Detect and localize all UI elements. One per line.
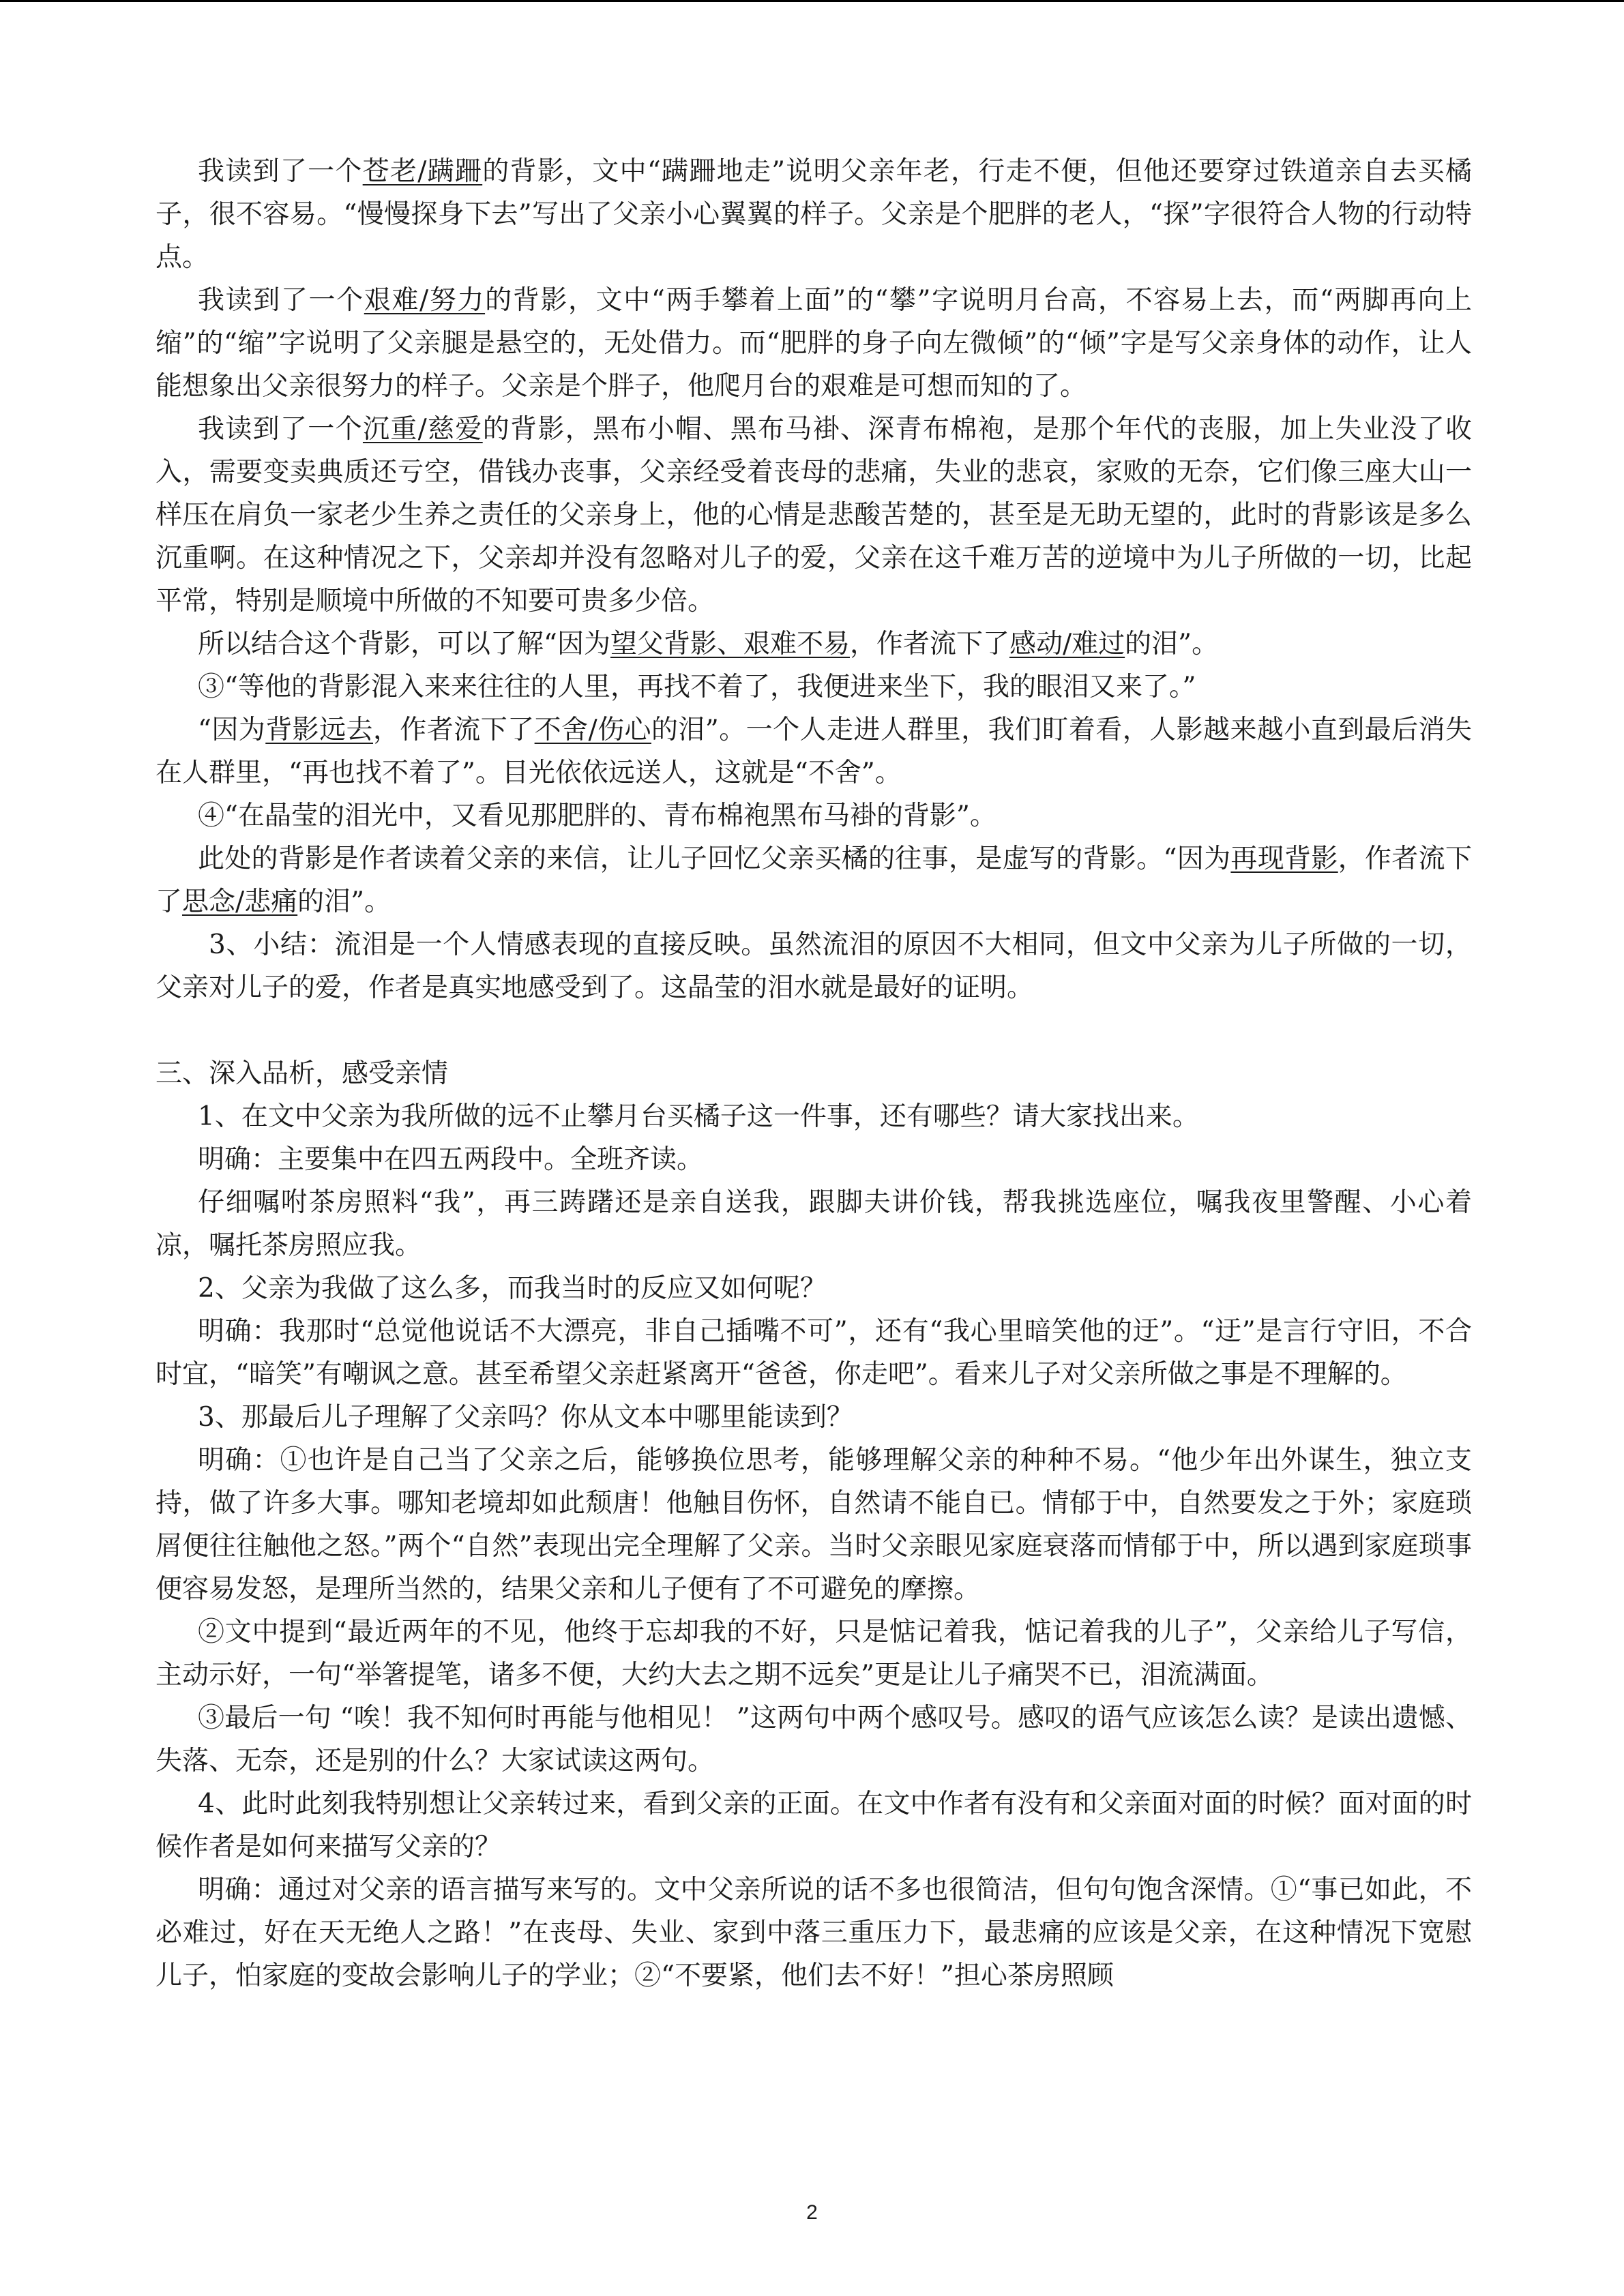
blank-line (156, 1009, 1472, 1052)
underlined-answer: 背影远去 (265, 715, 373, 745)
document-body (156, 150, 1472, 1997)
paragraph: 此处的背影是作者读着父亲的来信，让儿子回忆父亲买橘的往事，是虚写的背影。“因为再现背影，作者流下了思念/悲痛的泪”。 (156, 844, 1472, 917)
answer-paragraph: 明确：我那时“总觉他说话不大漂亮，非自己插嘴不可”，还有“我心里暗笑他的迂”。“迂”是言行守旧，不合时宜，“暗笑”有嘲讽之意。甚至希望父亲赶紧离开“爸爸，你走吧”。看来儿子对父亲所做之事是不理解的。 (156, 1316, 1472, 1390)
quote-paragraph: ③“等他的背影混入来来往往的人里，再找不着了，我便进来坐下，我的眼泪又来了。” (198, 672, 1196, 702)
question: 1、在文中父亲为我所做的远不止攀月台买橘子这一件事，还有哪些？请大家找出来。 (198, 1101, 1199, 1132)
paragraph: 我读到了一个苍老/蹒跚的背影，文中“蹒跚地走”说明父亲年老，行走不便，但他还要穿过铁道亲自去买橘子，很不容易。“慢慢探身下去”写出了父亲小心翼翼的样子。父亲是个肥胖的老人，“探”字很符合人物的行动特点。 (156, 156, 1472, 273)
question: 4、此时此刻我特别想让父亲转过来，看到父亲的正面。在文中作者有没有和父亲面对面的时候？面对面的时候作者是如何来描写父亲的？ (156, 1789, 1472, 1862)
underlined-answer: 感动/难过 (1009, 629, 1125, 659)
top-border-line (0, 0, 1624, 2)
paragraph: 我读到了一个沉重/慈爱的背影，黑布小帽、黑布马褂、深青布棉袍，是那个年代的丧服，加上失业没了收入，需要变卖典质还亏空，借钱办丧事，父亲经受着丧母的悲痛，失业的悲哀，家败的无奈，它们像三座大山一样压在肩负一家老少生养之责任的父亲身上，他的心情是悲酸苦楚的，甚至是无助无望的，此时的背影该是多么沉重啊。在这种情况之下，父亲却并没有忽略对儿子的爱，父亲在这千难万苦的逆境中为儿子所做的一切，比起平常，特别是顺境中所做的不知要可贵多少倍。 (156, 414, 1472, 616)
answer-paragraph: ②文中提到“最近两年的不见，他终于忘却我的不好，只是惦记着我，惦记着我的儿子”，父亲给儿子写信，主动示好，一句“举箸提笔，诸多不便，大约大去之期不远矣”更是让儿子痛哭不已，泪流满面。 (156, 1617, 1472, 1690)
answer-paragraph: 明确：①也许是自己当了父亲之后，能够换位思考，能够理解父亲的种种不易。“他少年出外谋生，独立支持，做了许多大事。哪知老境却如此颓唐！他触目伤怀，自然请不能自已。情郁于中，自然要发之于外；家庭琐屑便往往触他之怒。”两个“自然”表现出完全理解了父亲。当时父亲眼见家庭衰落而情郁于中，所以遇到家庭琐事便容易发怒，是理所当然的，结果父亲和儿子便有了不可避免的摩擦。 (156, 1445, 1472, 1605)
page-number: 2 (806, 2201, 818, 2224)
paragraph: 我读到了一个艰难/努力的背影，文中“两手攀着上面”的“攀”字说明月台高，不容易上去，而“两脚再向上缩”的“缩”字说明了父亲腿是悬空的，无处借力。而“肥胖的身子向左微倾”的“倾”字是写父亲身体的动作，让人能想象出父亲很努力的样子。父亲是个胖子，他爬月台的艰难是可想而知的了。 (156, 285, 1472, 402)
question: 3、那最后儿子理解了父亲吗？你从文本中哪里能读到？ (198, 1402, 853, 1433)
underlined-answer: 不舍/伤心 (534, 715, 651, 745)
answer-paragraph: 明确：主要集中在四五两段中。全班齐读。 (198, 1144, 704, 1175)
underlined-answer: 再现背影 (1230, 844, 1338, 874)
underlined-answer: 艰难/努力 (364, 285, 486, 316)
underlined-answer: 沉重/慈爱 (362, 414, 483, 445)
quote-paragraph: ④“在晶莹的泪光中，又看见那肥胖的、青布棉袍黑布马褂的背影”。 (198, 801, 996, 831)
paragraph: “因为背影远去，作者流下了不舍/伤心的泪”。一个人走进人群里，我们盯着看，人影越来越小直到最后消失在人群里，“再也找不着了”。目光依依远送人，这就是“不舍”。 (156, 715, 1472, 788)
paragraph: 所以结合这个背影，可以了解“因为望父背影、艰难不易，作者流下了感动/难过的泪”。 (198, 629, 1219, 659)
question: 2、父亲为我做了这么多，而我当时的反应又如何呢？ (198, 1273, 827, 1304)
section-heading: 三、深入品析，感受亲情 (156, 1058, 449, 1089)
answer-paragraph: 明确：通过对父亲的语言描写来写的。文中父亲所说的话不多也很简洁，但句句饱含深情。①“事已如此，不必难过，好在天无绝人之路！”在丧母、失业、家到中落三重压力下，最悲痛的应该是父亲，在这种情况下宽慰儿子，怕家庭的变故会影响儿子的学业；②“不要紧，他们去不好！”担心茶房照顾 (156, 1875, 1472, 1991)
underlined-answer: 思念/悲痛 (182, 886, 298, 917)
answer-paragraph: ③最后一句 “唉！我不知何时再能与他相见！ ”这两句中两个感叹号。感叹的语气应该怎么读？是读出遗憾、失落、无奈，还是别的什么？大家试读这两句。 (156, 1703, 1472, 1776)
underlined-answer: 望父背影、艰难不易 (610, 629, 850, 659)
answer-paragraph: 仔细嘱咐茶房照料“我”，再三踌躇还是亲自送我，跟脚夫讲价钱，帮我挑选座位，嘱我夜里警醒、小心着凉，嘱托茶房照应我。 (156, 1187, 1472, 1261)
underlined-answer: 苍老/蹒跚 (362, 156, 483, 187)
summary-paragraph: 3、小结：流泪是一个人情感表现的直接反映。虽然流泪的原因不大相同，但文中父亲为儿子所做的一切， 父亲对儿子的爱，作者是真实地感受到了。这晶莹的泪水就是最好的证明。 (156, 929, 1472, 1003)
